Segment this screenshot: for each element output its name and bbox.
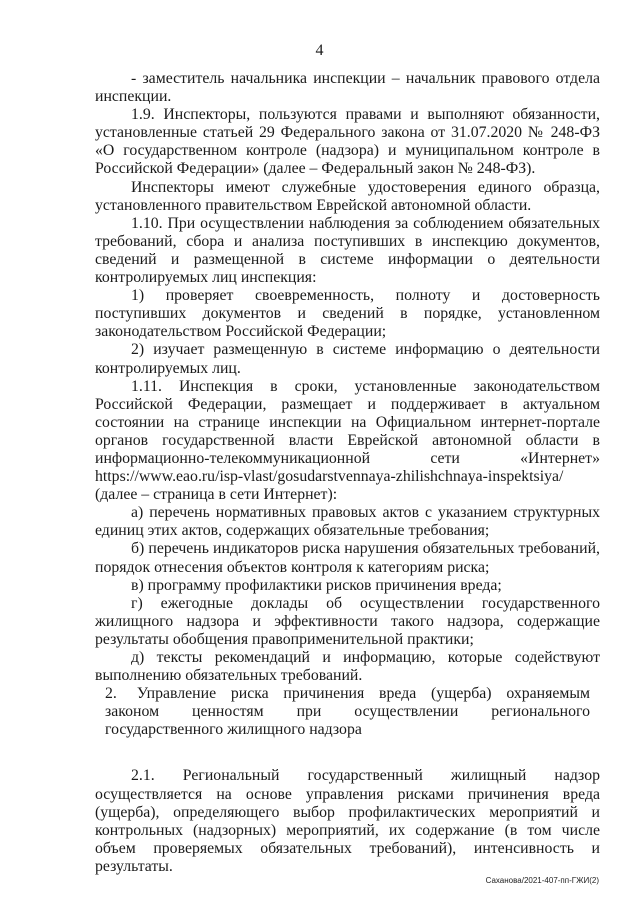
paragraph-deputy-head: - заместитель начальника инспекции – начальник правового отдела инспекции. xyxy=(95,70,600,106)
paragraph-1-9: 1.9. Инспекторы, пользуются правами и выполняют обязанности, установленные статьей 29 Федерального закона от 31.07.2020 № 248-ФЗ «О государственном контроле (надзора) и муниципальном контроле в Российской Федерации» (далее – Федеральный закон № 248-ФЗ). xyxy=(95,106,600,178)
paragraph-1-11-item-d: д) тексты рекомендаций и информацию, которые содействуют выполнению обязательных требований. xyxy=(95,649,600,685)
footer-document-code: Саханова/2021-407-пп-ГЖИ(2) xyxy=(485,876,599,885)
paragraph-certificates: Инспекторы имеют служебные удостоверения единого образца, установленного правительством Еврейской автономной области. xyxy=(95,178,600,214)
paragraph-1-10: 1.10. При осуществлении наблюдения за соблюдением обязательных требований, сбора и анализа поступивших в инспекцию документов, сведений и размещенной в системе информации о деятельности контролируемых лиц инспекция: xyxy=(95,214,600,287)
page-number: 4 xyxy=(315,42,324,59)
section-2-number: 2. xyxy=(105,685,117,703)
document-body xyxy=(95,70,600,876)
paragraph-2-1: 2.1. Региональный государственный жилищный надзор осуществляется на основе управления рисками причинения вреда (ущерба), определяющего выбор профилактических мероприятий и контрольных (надзорных) мероприятий, их содержание (в том числе объем проверяемых обязательных требований), интенсивность и результаты. xyxy=(95,767,600,875)
paragraph-1-10-item-2: 2) изучает размещенную в системе информацию о деятельности контролируемых лиц. xyxy=(95,341,600,377)
section-2-heading xyxy=(95,685,600,739)
paragraph-1-11-item-v: в) программу профилактики рисков причинения вреда; xyxy=(131,576,502,594)
paragraph-1-11-item-g: г) ежегодные доклады об осуществлении государственного жилищного надзора и эффективности такого надзора, содержащие результаты обобщения правоприменительной практики; xyxy=(95,594,600,648)
paragraph-1-11: 1.11. Инспекция в сроки, установленные законодательством Российской Федерации, размещает и поддерживает в актуальном состоянии на странице инспекции на Официальном интернет-портале органов государственной власти Еврейской автономной области в информационно-телекоммуникационной сети «Интернет» https://www.eao.ru/isp-vlast/gosudarstvennaya-zhilishchnaya-inspektsiya/ (далее – страница в сети Интернет): xyxy=(95,377,600,504)
paragraph-1-10-item-1: 1) проверяет своевременность, полноту и достоверность поступивших документов и сведений в порядке, установленном законодательством Российской Федерации; xyxy=(95,287,600,341)
section-2-title: Управление риска причинения вреда (ущерба) охраняемым законом ценностям при осуществлении регионального государственного жилищного надзора xyxy=(105,685,590,739)
paragraph-1-11-item-b: б) перечень индикаторов риска нарушения обязательных требований, порядок отнесения объектов контроля к категориям риска; xyxy=(95,540,600,576)
paragraph-1-11-item-a: а) перечень нормативных правовых актов с указанием структурных единиц этих актов, содержащих обязательные требования; xyxy=(95,504,600,540)
